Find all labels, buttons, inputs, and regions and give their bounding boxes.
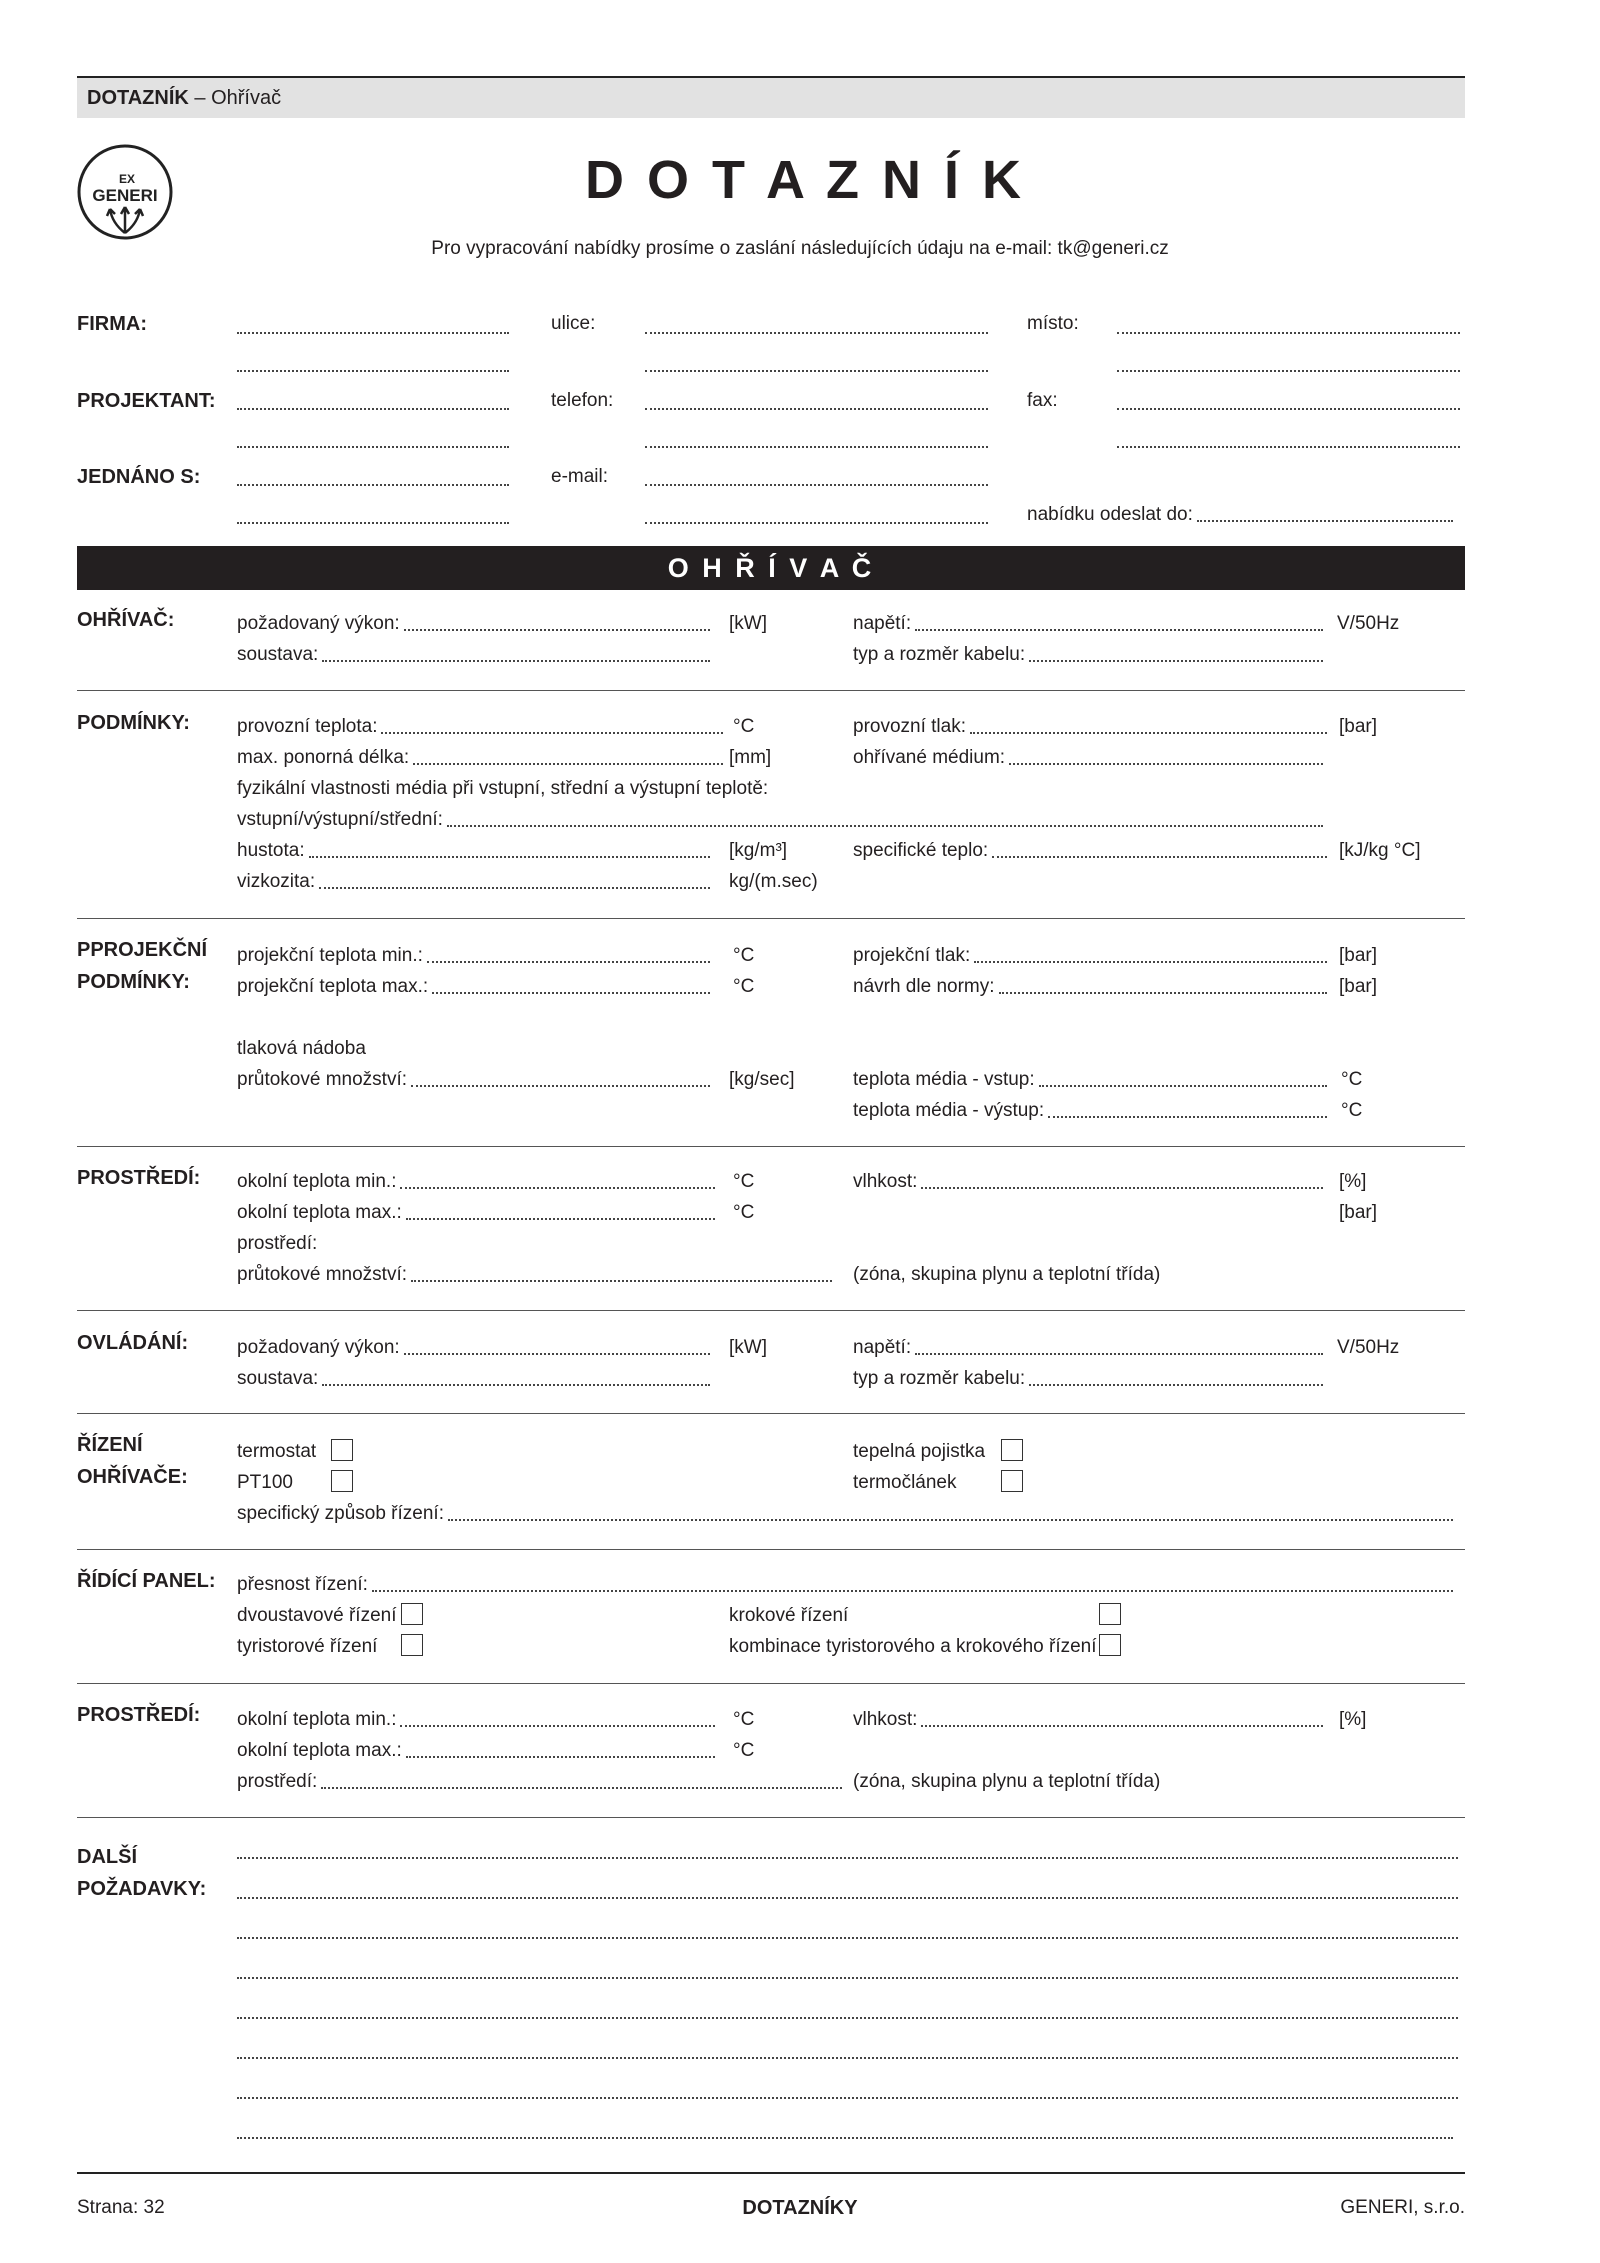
unit-proj-tlak: [bar]: [1339, 945, 1378, 966]
field-ovl-napeti[interactable]: napětí:: [853, 1336, 1323, 1360]
text-prostredi-1: prostředí:: [237, 1233, 318, 1254]
field-zpusob[interactable]: specifický způsob řízení:: [237, 1502, 1453, 1526]
footer-company: GENERI, s.r.o.: [1340, 2197, 1465, 2218]
field-proj-tmax[interactable]: projekční teplota max.:: [237, 975, 710, 999]
text-zona-2: (zóna, skupina plynu a teplotní třída): [853, 1771, 1161, 1792]
field-firma-2[interactable]: [237, 370, 509, 372]
checkbox-dvoustav[interactable]: [401, 1603, 423, 1625]
field-omin-1[interactable]: okolní teplota min.:: [237, 1170, 715, 1194]
section-title-rizeni-2: OHŘÍVAČE:: [77, 1466, 188, 1488]
label-termostat: termostat: [237, 1441, 317, 1462]
section-title-prostredi-2: PROSTŘEDÍ:: [77, 1704, 201, 1726]
field-email-2[interactable]: [645, 522, 988, 524]
field-email-1[interactable]: [645, 484, 988, 486]
checkbox-kombinace[interactable]: [1099, 1634, 1121, 1656]
field-vstup[interactable]: teplota média - vstup:: [853, 1068, 1327, 1092]
field-dalsi-2[interactable]: [237, 1897, 1458, 1899]
banner-title: O H Ř Í V A Č: [667, 553, 875, 583]
field-projektant-1[interactable]: [237, 408, 509, 410]
label-firma: FIRMA:: [77, 313, 147, 335]
text-zona-1: (zóna, skupina plynu a teplotní třída): [853, 1264, 1161, 1285]
logo-text: GENERI: [92, 186, 158, 205]
field-ulice-2[interactable]: [645, 370, 988, 372]
field-telefon-1[interactable]: [645, 408, 988, 410]
section-title-panel: ŘÍDÍCÍ PANEL:: [77, 1570, 216, 1592]
field-ulice-1[interactable]: [645, 332, 988, 334]
section-title-projekcni-1: PPROJEKČNÍ: [77, 939, 208, 961]
label-jednano: JEDNÁNO S:: [77, 466, 201, 488]
divider: [77, 918, 1465, 919]
field-dalsi-5[interactable]: [237, 2017, 1458, 2019]
unit-teplo: [kJ/kg °C]: [1339, 840, 1421, 861]
section-title-rizeni-1: ŘÍZENÍ: [77, 1434, 143, 1456]
field-vizkozita[interactable]: vizkozita:: [237, 870, 710, 894]
unit-omin-1: °C: [733, 1171, 755, 1192]
section-title-ovladani: OVLÁDÁNÍ:: [77, 1332, 189, 1354]
header-bar: [77, 78, 1465, 118]
section-title-dalsi-2: POŽADAVKY:: [77, 1878, 207, 1900]
field-norma[interactable]: návrh dle normy:: [853, 975, 1327, 999]
label-dvoustav: dvoustavové řízení: [237, 1605, 397, 1626]
label-ulice: ulice:: [551, 313, 596, 334]
label-projektant: PROJEKTANT:: [77, 390, 216, 412]
checkbox-pojistka[interactable]: [1001, 1439, 1023, 1461]
section-title-projekcni-2: PODMÍNKY:: [77, 971, 190, 993]
field-telefon-2[interactable]: [645, 446, 988, 448]
unit-proj-prutok: [kg/sec]: [729, 1069, 795, 1090]
field-napeti[interactable]: napětí:: [853, 612, 1323, 636]
field-jednano-1[interactable]: [237, 484, 509, 486]
logo-small-text: EX: [118, 172, 136, 186]
header-title: DOTAZNÍK – Ohřívač: [87, 87, 282, 109]
field-medium[interactable]: ohřívané médium:: [853, 746, 1323, 770]
section-title-podminky: PODMÍNKY:: [77, 712, 190, 734]
section-title-ohrivac: OHŘÍVAČ:: [77, 609, 175, 631]
unit-omax-2: °C: [733, 1740, 755, 1761]
field-proj-prutok[interactable]: průtokové množství:: [237, 1068, 710, 1092]
unit-prov-teplota: °C: [733, 716, 755, 737]
field-vykon[interactable]: požadovaný výkon:: [237, 612, 710, 636]
field-ponorna[interactable]: max. ponorná délka:: [237, 746, 723, 770]
footer-page: Strana: 32: [77, 2197, 165, 2218]
field-projektant-2[interactable]: [237, 446, 509, 448]
divider: [77, 690, 1465, 691]
field-firma-1[interactable]: [237, 332, 509, 334]
checkbox-pt100[interactable]: [331, 1470, 353, 1492]
section-title-prostredi-1: PROSTŘEDÍ:: [77, 1167, 201, 1189]
label-pojistka: tepelná pojistka: [853, 1441, 986, 1462]
field-kabel[interactable]: typ a rozměr kabelu:: [853, 643, 1323, 667]
text-fyz: fyzikální vlastnosti média při vstupní, střední a výstupní teplotě:: [237, 778, 769, 799]
unit-omin-2: °C: [733, 1709, 755, 1730]
field-dalsi-3[interactable]: [237, 1937, 1458, 1939]
field-vsv[interactable]: vstupní/výstupní/střední:: [237, 808, 1323, 832]
field-misto-2[interactable]: [1117, 370, 1460, 372]
unit-napeti: V/50Hz: [1337, 613, 1400, 634]
field-presnost[interactable]: přesnost řízení:: [237, 1573, 1453, 1597]
page-title: D O T A Z N Í K: [585, 150, 1025, 210]
divider: [77, 1310, 1465, 1311]
field-prov-teplota[interactable]: provozní teplota:: [237, 715, 723, 739]
field-prostredi-2[interactable]: prostředí:: [237, 1770, 842, 1794]
field-omax-2[interactable]: okolní teplota max.:: [237, 1739, 715, 1763]
field-proj-tmin[interactable]: projekční teplota min.:: [237, 944, 710, 968]
field-fax-2[interactable]: [1117, 446, 1460, 448]
divider: [77, 1413, 1465, 1414]
field-jednano-2[interactable]: [237, 522, 509, 524]
unit-ponorna: [mm]: [729, 747, 772, 768]
label-telefon: telefon:: [551, 390, 614, 411]
unit-vlhkost-1: [%]: [1339, 1171, 1367, 1192]
field-ovl-kabel[interactable]: typ a rozměr kabelu:: [853, 1367, 1323, 1391]
field-odeslat[interactable]: nabídku odeslat do:: [1027, 503, 1453, 527]
label-tyristor: tyristorové řízení: [237, 1636, 378, 1657]
divider: [77, 1817, 1465, 1818]
label-fax: fax:: [1027, 390, 1058, 411]
unit-bar-1: [bar]: [1339, 1202, 1378, 1223]
divider: [77, 1549, 1465, 1550]
label-clanek: termočlánek: [853, 1472, 957, 1493]
unit-vstup: °C: [1341, 1069, 1363, 1090]
field-ovl-vykon[interactable]: požadovaný výkon:: [237, 1336, 710, 1360]
checkbox-termostat[interactable]: [331, 1439, 353, 1461]
field-dalsi-1[interactable]: [237, 1857, 1458, 1859]
label-krokove: krokové řízení: [729, 1605, 849, 1626]
label-misto: místo:: [1027, 313, 1079, 334]
field-proj-tlak[interactable]: projekční tlak:: [853, 944, 1327, 968]
section-title-dalsi-1: DALŠÍ: [77, 1846, 137, 1868]
unit-omax-1: °C: [733, 1202, 755, 1223]
unit-norma: [bar]: [1339, 976, 1378, 997]
field-vlhkost-2[interactable]: vlhkost:: [853, 1708, 1323, 1732]
field-dalsi-6[interactable]: [237, 2057, 1458, 2059]
checkbox-clanek[interactable]: [1001, 1470, 1023, 1492]
text-nadoba: tlaková nádoba: [237, 1038, 366, 1059]
unit-vlhkost-2: [%]: [1339, 1709, 1367, 1730]
field-soustava[interactable]: soustava:: [237, 643, 710, 667]
field-dalsi-8[interactable]: [237, 2137, 1453, 2139]
unit-proj-tmax: °C: [733, 976, 755, 997]
field-dalsi-4[interactable]: [237, 1977, 1458, 1979]
unit-hustota: [kg/m³]: [729, 840, 788, 861]
field-fax-1[interactable]: [1117, 408, 1460, 410]
divider: [77, 1146, 1465, 1147]
checkbox-krokove[interactable]: [1099, 1603, 1121, 1625]
footer-rule: [77, 2172, 1465, 2174]
field-omax-1[interactable]: okolní teplota max.:: [237, 1201, 715, 1225]
field-misto-1[interactable]: [1117, 332, 1460, 334]
field-hustota[interactable]: hustota:: [237, 839, 710, 863]
unit-vizkozita: kg/(m.sec): [729, 871, 818, 892]
label-pt100: PT100: [237, 1472, 293, 1493]
unit-proj-tmin: °C: [733, 945, 755, 966]
unit-prov-tlak: [bar]: [1339, 716, 1378, 737]
unit-ovl-vykon: [kW]: [729, 1337, 767, 1358]
unit-vystup: °C: [1341, 1100, 1363, 1121]
field-teplo[interactable]: specifické teplo:: [853, 839, 1327, 863]
field-prov-tlak[interactable]: provozní tlak:: [853, 715, 1327, 739]
footer-center: DOTAZNÍKY: [742, 2197, 858, 2219]
page-subtitle: Pro vypracování nabídky prosíme o zaslání následujících údaju na e-mail: tk@generi.cz: [431, 238, 1169, 259]
unit-vykon: [kW]: [729, 613, 767, 634]
field-dalsi-7[interactable]: [237, 2097, 1458, 2099]
checkbox-tyristor[interactable]: [401, 1634, 423, 1656]
label-email: e-mail:: [551, 466, 609, 487]
divider: [77, 1683, 1465, 1684]
field-ovl-soustava[interactable]: soustava:: [237, 1367, 710, 1391]
field-omin-2[interactable]: okolní teplota min.:: [237, 1708, 715, 1732]
field-prutok-2[interactable]: průtokové množství:: [237, 1263, 832, 1287]
unit-ovl-napeti: V/50Hz: [1337, 1337, 1400, 1358]
field-vlhkost-1[interactable]: vlhkost:: [853, 1170, 1323, 1194]
section-banner: [77, 546, 1465, 590]
label-kombinace: kombinace tyristorového a krokového řízení: [729, 1636, 1097, 1657]
field-vystup[interactable]: teplota média - výstup:: [853, 1099, 1327, 1123]
